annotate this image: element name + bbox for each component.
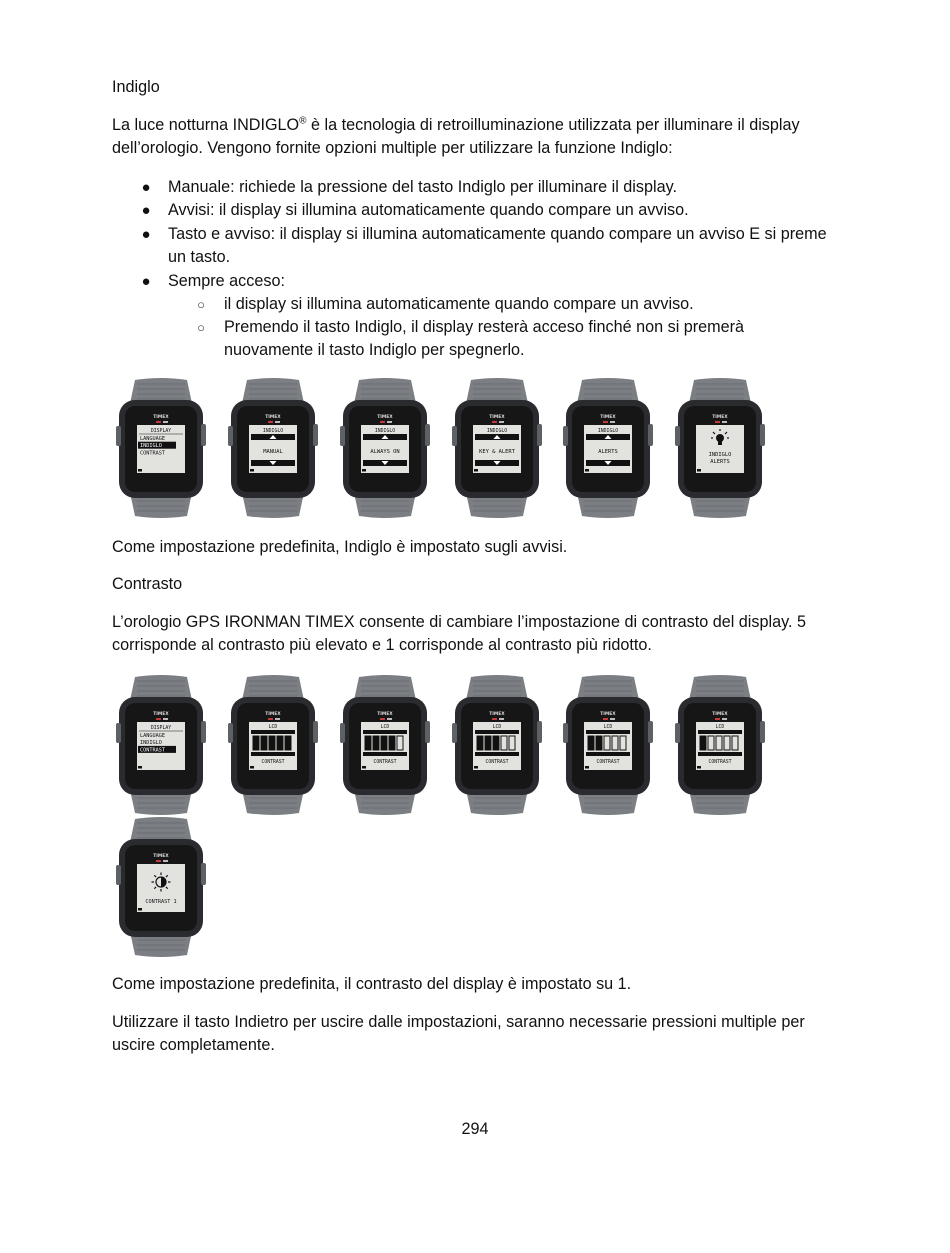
bullet-text: Avvisi: il display si illumina automaticamente quando compare un avviso. (168, 201, 689, 219)
svg-text:INDIGLO: INDIGLO (140, 740, 162, 747)
watch-image (562, 675, 654, 815)
default-contrast-text: Come impostazione predefinita, il contrasto del display è impostato su 1. (112, 975, 632, 993)
exit-paragraph: Utilizzare il tasto Indietro per uscire dalle impostazioni, saranno necessarie pressioni multiple per uscire completamente. (112, 1013, 805, 1054)
brand-logo-text: TIMEX (489, 712, 505, 717)
svg-text:DISPLAY: DISPLAY (150, 726, 172, 731)
svg-text:LCD: LCD (268, 725, 278, 730)
brand-logo-text: TIMEX (265, 712, 281, 717)
subbullet-text: il display si illumina automaticamente quando compare un avviso. (224, 295, 694, 313)
bullet-dot-icon: ● (141, 273, 151, 290)
brand-logo-text: TIMEX (153, 415, 169, 420)
watch-image (674, 378, 766, 518)
svg-text:INDIGLO: INDIGLO (262, 429, 284, 434)
default-indiglo-text: Come impostazione predefinita, Indiglo è impostato sugli avvisi. (112, 538, 568, 556)
registered-mark: ® (299, 115, 307, 127)
brand-logo-text: TIMEX (489, 415, 505, 420)
svg-text:LCD: LCD (603, 725, 613, 730)
bullet-text: Sempre acceso: (168, 272, 285, 290)
svg-text:DISPLAY: DISPLAY (150, 429, 172, 434)
watch-image (339, 675, 431, 815)
brand-logo-text: TIMEX (712, 712, 728, 717)
watch-image (115, 675, 207, 815)
svg-text:CONTRAST: CONTRAST (140, 450, 165, 457)
watch-image (227, 675, 319, 815)
bullet-text: Tasto e avviso: il display si illumina automaticamente quando compare un avviso E si preme un tasto. (168, 225, 827, 266)
watch-image (227, 378, 319, 518)
watch-drawing (339, 675, 431, 815)
watch-drawing (227, 378, 319, 518)
svg-text:LANGUAGE: LANGUAGE (140, 733, 165, 739)
brand-logo-text: TIMEX (600, 712, 616, 717)
bullet-dot-icon: ● (141, 179, 151, 196)
intro-text-start: La luce notturna INDIGLO (112, 116, 300, 134)
watch-drawing (115, 378, 207, 518)
circle-bullet-icon: ○ (197, 297, 205, 312)
heading-contrast: Contrasto (112, 575, 183, 593)
heading-indiglo: Indiglo (112, 78, 160, 96)
watch-drawing (451, 675, 543, 815)
svg-text:LCD: LCD (380, 725, 390, 730)
watch-image (115, 378, 207, 518)
watch-drawing (339, 378, 431, 518)
brand-logo-text: TIMEX (600, 415, 616, 420)
watch-drawing (562, 378, 654, 518)
svg-text:CONTRAST: CONTRAST (596, 760, 620, 765)
svg-text:MANUAL: MANUAL (263, 449, 283, 455)
brand-logo-text: TIMEX (153, 712, 169, 717)
page-number: 294 (461, 1120, 489, 1138)
svg-text:INDIGLO: INDIGLO (374, 429, 396, 434)
watch-drawing (227, 675, 319, 815)
svg-text:KEY & ALERT: KEY & ALERT (479, 449, 515, 455)
svg-text:CONTRAST: CONTRAST (140, 747, 165, 754)
intro-paragraph (112, 114, 852, 160)
watch-drawing (115, 817, 207, 957)
watch-image (562, 378, 654, 518)
svg-text:INDIGLO: INDIGLO (140, 443, 162, 450)
watch-drawing (562, 675, 654, 815)
watch-image (451, 675, 543, 815)
svg-text:LANGUAGE: LANGUAGE (140, 436, 165, 442)
bullet-dot-icon: ● (141, 202, 151, 219)
svg-text:CONTRAST: CONTRAST (708, 760, 732, 765)
svg-text:ALERTS: ALERTS (710, 459, 730, 465)
watch-drawing (674, 675, 766, 815)
svg-text:CONTRAST 1: CONTRAST 1 (145, 899, 177, 905)
svg-text:ALERTS: ALERTS (598, 449, 618, 455)
watch-image (451, 378, 543, 518)
watch-image (115, 817, 207, 957)
svg-text:INDIGLO: INDIGLO (708, 452, 732, 458)
brand-logo-text: TIMEX (712, 415, 728, 420)
svg-text:INDIGLO: INDIGLO (486, 429, 508, 434)
contrast-paragraph: L’orologio GPS IRONMAN TIMEX consente di cambiare l’impostazione di contrasto del display. 5 corrisponde al contrasto più elevato e 1 corrisponde al contrasto più ridotto. (112, 613, 806, 654)
brand-logo-text: TIMEX (265, 415, 281, 420)
brand-logo-text: TIMEX (377, 415, 393, 420)
watch-drawing (115, 675, 207, 815)
svg-text:ALWAYS ON: ALWAYS ON (370, 449, 400, 455)
svg-text:INDIGLO: INDIGLO (597, 429, 619, 434)
svg-text:LCD: LCD (715, 725, 725, 730)
brand-logo-text: TIMEX (153, 854, 169, 859)
brand-logo-text: TIMEX (377, 712, 393, 717)
watch-image (339, 378, 431, 518)
svg-text:CONTRAST: CONTRAST (485, 760, 509, 765)
circle-bullet-icon: ○ (197, 320, 205, 335)
svg-text:CONTRAST: CONTRAST (373, 760, 397, 765)
watch-drawing (674, 378, 766, 518)
subbullet-text: Premendo il tasto Indiglo, il display resterà acceso finché non si premerà nuovamente il tasto Indiglo per spegnerlo. (224, 318, 745, 359)
svg-text:LCD: LCD (492, 725, 502, 730)
bullet-dot-icon: ● (141, 226, 151, 243)
intro-text-end: è la tecnologia di retroilluminazione utilizzata per illuminare il display dell’orologio. Vengono fornite opzioni multiple per utilizzare la funzione Indiglo: (112, 116, 800, 157)
watch-drawing (451, 378, 543, 518)
svg-text:CONTRAST: CONTRAST (261, 760, 285, 765)
bullet-text: Manuale: richiede la pressione del tasto Indiglo per illuminare il display. (168, 178, 677, 196)
watch-image (674, 675, 766, 815)
